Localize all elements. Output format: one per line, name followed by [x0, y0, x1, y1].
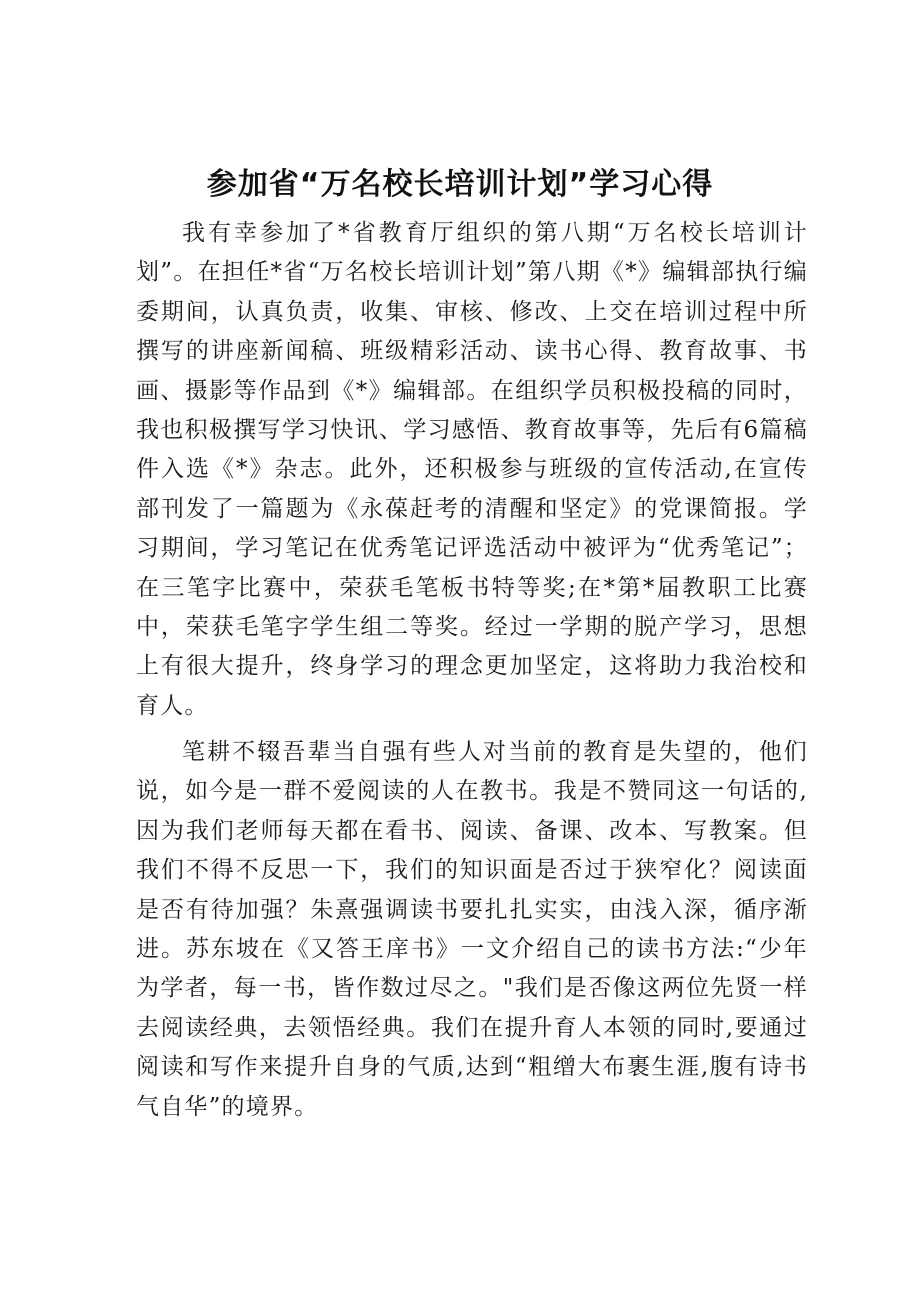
paragraph-1: 我有幸参加了*省教育厅组织的第八期“万名校长培训计划”。在担任*省“万名校长培训计划”第八期《*》编辑部执行编委期间，认真负责，收集、审核、修改、上交在培训过程中所撰写的讲座新闻稿、班级精彩活动、读书心得、教育故事、书画、摄影等作品到《*》编辑部。在组织学员积极投稿的同时，我也积极撰写学习快讯、学习感悟、教育故事等，先后有6篇稿件入选《*》杂志。此外，还积极参与班级的宣传活动,在宣传部刊发了一篇题为《永葆赶考的清醒和坚定》的党课简报。学习期间，学习笔记在优秀笔记评选活动中被评为“优秀笔记”；在三笔字比赛中，荣获毛笔板书特等奖;在*第*届教职工比赛中，荣获毛笔字学生组二等奖。经过一学期的脱产学习，思想上有很大提升，终身学习的理念更加坚定，这将助力我治校和育人。: [136, 220, 808, 719]
document-title: 参加省“万名校长培训计划”学习心得: [206, 167, 714, 202]
paragraph-2: 笔耕不辍吾辈当自强有些人对当前的教育是失望的，他们说，如今是一群不爱阅读的人在教书。我是不赞同这一句话的,因为我们老师每天都在看书、阅读、备课、改本、写教案。但我们不得不反思一下，我们的知识面是否过于狭窄化？阅读面是否有待加强？朱熹强调读书要扎扎实实，由浅入深，循序渐进。苏东坡在《又答王庠书》一文介绍自己的读书方法:“少年为学者，每一书，皆作数过尽之。"我们是否像这两位先贤一样去阅读经典，去领悟经典。我们在提升育人本领的同时,要通过阅读和写作来提升自身的气质,达到“粗缯大布裹生涯,腹有诗书气自华”的境界。: [136, 739, 808, 1120]
